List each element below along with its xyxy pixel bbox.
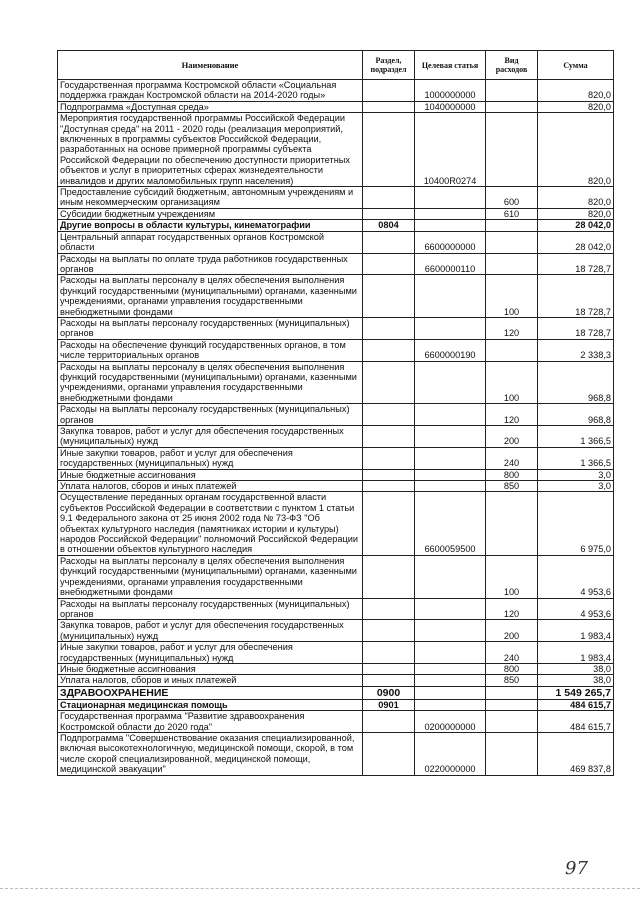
cell-section <box>363 361 415 404</box>
cell-name: Расходы на выплаты по оплате труда работников государственных органов <box>58 253 363 275</box>
cell-name: Другие вопросы в области культуры, кинематографии <box>58 220 363 231</box>
cell-name: Расходы на выплаты персоналу государственных (муниципальных) органов <box>58 317 363 339</box>
cell-name: Уплата налогов, сборов и иных платежей <box>58 675 363 686</box>
scan-edge-line <box>0 888 640 889</box>
cell-name: Расходы на выплаты персоналу в целях обеспечения выполнения функций государственными (муниципальными) органами, казенными учреждениями, органами управления государственными внебюджетными фондами <box>58 275 363 318</box>
cell-type <box>486 492 538 555</box>
cell-name: Расходы на выплаты персоналу в целях обеспечения выполнения функций государственными (муниципальными) органами, казенными учреждениями, органами управления государственными внебюджетными фондами <box>58 555 363 598</box>
cell-article <box>415 481 486 492</box>
cell-type: 850 <box>486 481 538 492</box>
table-row <box>58 113 614 187</box>
cell-article: 10400R0274 <box>415 113 486 187</box>
budget-table <box>57 50 614 776</box>
cell-section <box>363 732 415 775</box>
cell-section <box>363 317 415 339</box>
cell-section <box>363 492 415 555</box>
table-row <box>58 231 614 253</box>
cell-article <box>415 663 486 674</box>
cell-sum: 1 983,4 <box>538 620 614 642</box>
cell-sum: 1 983,4 <box>538 642 614 664</box>
cell-article <box>415 620 486 642</box>
cell-type: 240 <box>486 447 538 469</box>
cell-article: 6600000110 <box>415 253 486 275</box>
cell-article <box>415 447 486 469</box>
cell-type <box>486 231 538 253</box>
cell-name: ЗДРАВООХРАНЕНИЕ <box>58 686 363 699</box>
cell-type: 120 <box>486 598 538 620</box>
cell-section: 0901 <box>363 699 415 710</box>
cell-name: Государственная программа Костромской области «Социальная поддержка граждан Костромской области на 2014-2020 годы» <box>58 80 363 102</box>
cell-type <box>486 101 538 112</box>
cell-article <box>415 686 486 699</box>
cell-name: Расходы на выплаты персоналу государственных (муниципальных) органов <box>58 598 363 620</box>
table-row <box>58 469 614 480</box>
cell-type <box>486 339 538 361</box>
cell-type <box>486 711 538 733</box>
table-header-row <box>58 51 614 80</box>
table-row <box>58 481 614 492</box>
table-row <box>58 404 614 426</box>
cell-sum: 18 728,7 <box>538 253 614 275</box>
cell-sum: 968,8 <box>538 404 614 426</box>
header-section: Раздел, подраздел <box>363 51 415 80</box>
cell-sum: 3,0 <box>538 481 614 492</box>
table-row <box>58 101 614 112</box>
cell-sum: 968,8 <box>538 361 614 404</box>
cell-article <box>415 598 486 620</box>
cell-type: 610 <box>486 208 538 219</box>
cell-sum: 4 953,6 <box>538 555 614 598</box>
cell-section <box>363 598 415 620</box>
cell-article <box>415 317 486 339</box>
table-row <box>58 275 614 318</box>
cell-sum: 6 975,0 <box>538 492 614 555</box>
cell-sum: 18 728,7 <box>538 275 614 318</box>
cell-section <box>363 80 415 102</box>
cell-name: Предоставление субсидий бюджетным, автономным учреждениям и иным некоммерческим организациям <box>58 187 363 209</box>
table-row <box>58 711 614 733</box>
cell-name: Подпрограмма "Совершенствование оказания специализированной, включая высокотехнологичную, медицинской помощи, скорой, в том числе скорой специализированной, медицинской помощи, медицинской эвакуации" <box>58 732 363 775</box>
cell-article <box>415 404 486 426</box>
cell-type: 200 <box>486 620 538 642</box>
cell-sum: 820,0 <box>538 113 614 187</box>
cell-name: Осуществление переданных органам государственной власти субъектов Российской Федерации в соответствии с пунктом 1 статьи 9.1 Федерального закона от 25 июня 2002 года № 73-ФЗ "Об объектах культурного наследия (памятниках истории и культуры) народов Российской Федерации" полномочий Российской Федерации в отношении объектов культурного наследия <box>58 492 363 555</box>
header-name: Наименование <box>58 51 363 80</box>
cell-section <box>363 675 415 686</box>
cell-type <box>486 732 538 775</box>
budget-table-page <box>57 50 613 776</box>
cell-sum: 469 837,8 <box>538 732 614 775</box>
cell-type: 100 <box>486 361 538 404</box>
cell-sum: 18 728,7 <box>538 317 614 339</box>
cell-name: Государственная программа "Развитие здравоохранения Костромской области до 2020 года" <box>58 711 363 733</box>
table-row <box>58 187 614 209</box>
cell-sum: 3,0 <box>538 469 614 480</box>
table-row <box>58 220 614 231</box>
cell-section <box>363 231 415 253</box>
cell-article <box>415 275 486 318</box>
cell-article: 0200000000 <box>415 711 486 733</box>
cell-article <box>415 187 486 209</box>
page-number-handwritten: 97 <box>565 858 588 879</box>
cell-section <box>363 101 415 112</box>
table-row <box>58 208 614 219</box>
table-row <box>58 447 614 469</box>
cell-type: 200 <box>486 426 538 448</box>
header-article: Целевая статья <box>415 51 486 80</box>
cell-name: Субсидии бюджетным учреждениям <box>58 208 363 219</box>
table-row <box>58 555 614 598</box>
cell-article <box>415 699 486 710</box>
table-row <box>58 426 614 448</box>
cell-sum: 2 338,3 <box>538 339 614 361</box>
cell-name: Мероприятия государственной программы Российской Федерации "Доступная среда" на 2011 - 2020 годы (реализация мероприятий, включенных в программы субъектов Российской Федерации, разработанных на основе примерной программы субъекта Российской Федерации по обеспечению доступности приоритетных объектов и услуг в приоритетных сферах жизнедеятельности инвалидов и других маломобильных групп населения) <box>58 113 363 187</box>
cell-type: 600 <box>486 187 538 209</box>
cell-article: 6600000000 <box>415 231 486 253</box>
cell-section: 0900 <box>363 686 415 699</box>
cell-type: 240 <box>486 642 538 664</box>
cell-name: Иные бюджетные ассигнования <box>58 663 363 674</box>
table-row <box>58 80 614 102</box>
cell-type: 100 <box>486 555 538 598</box>
cell-section <box>363 339 415 361</box>
cell-name: Уплата налогов, сборов и иных платежей <box>58 481 363 492</box>
table-body <box>58 80 614 776</box>
cell-article <box>415 675 486 686</box>
cell-section <box>363 663 415 674</box>
cell-section <box>363 404 415 426</box>
cell-article <box>415 361 486 404</box>
cell-article: 6600000190 <box>415 339 486 361</box>
cell-name: Закупка товаров, работ и услуг для обеспечения государственных (муниципальных) нужд <box>58 620 363 642</box>
cell-name: Иные бюджетные ассигнования <box>58 469 363 480</box>
cell-article: 0220000000 <box>415 732 486 775</box>
cell-section <box>363 187 415 209</box>
cell-name: Иные закупки товаров, работ и услуг для обеспечения государственных (муниципальных) нужд <box>58 447 363 469</box>
cell-section <box>363 253 415 275</box>
cell-sum: 1 366,5 <box>538 426 614 448</box>
table-row <box>58 642 614 664</box>
table-row <box>58 361 614 404</box>
header-sum: Сумма <box>538 51 614 80</box>
table-row <box>58 317 614 339</box>
cell-article: 6600059500 <box>415 492 486 555</box>
cell-type: 800 <box>486 469 538 480</box>
cell-name: Стационарная медицинская помощь <box>58 699 363 710</box>
table-row <box>58 253 614 275</box>
cell-article: 1040000000 <box>415 101 486 112</box>
table-row <box>58 492 614 555</box>
cell-name: Подпрограмма «Доступная среда» <box>58 101 363 112</box>
cell-sum: 820,0 <box>538 187 614 209</box>
cell-type <box>486 220 538 231</box>
cell-sum: 484 615,7 <box>538 711 614 733</box>
cell-type: 850 <box>486 675 538 686</box>
cell-article <box>415 208 486 219</box>
table-row <box>58 620 614 642</box>
cell-article <box>415 555 486 598</box>
cell-article <box>415 469 486 480</box>
cell-sum: 38,0 <box>538 663 614 674</box>
cell-section <box>363 208 415 219</box>
cell-section <box>363 620 415 642</box>
cell-section <box>363 481 415 492</box>
header-type: Вид расходов <box>486 51 538 80</box>
table-row <box>58 732 614 775</box>
cell-name: Расходы на выплаты персоналу государственных (муниципальных) органов <box>58 404 363 426</box>
cell-type <box>486 686 538 699</box>
cell-type <box>486 113 538 187</box>
cell-name: Расходы на выплаты персоналу в целях обеспечения выполнения функций государственными (муниципальными) органами, казенными учреждениями, органами управления государственными внебюджетными фондами <box>58 361 363 404</box>
table-row <box>58 699 614 710</box>
cell-section <box>363 555 415 598</box>
cell-article: 1000000000 <box>415 80 486 102</box>
table-row <box>58 663 614 674</box>
table-row <box>58 686 614 699</box>
cell-sum: 1 549 265,7 <box>538 686 614 699</box>
cell-section <box>363 426 415 448</box>
cell-sum: 28 042,0 <box>538 220 614 231</box>
cell-name: Закупка товаров, работ и услуг для обеспечения государственных (муниципальных) нужд <box>58 426 363 448</box>
cell-sum: 1 366,5 <box>538 447 614 469</box>
cell-section <box>363 711 415 733</box>
cell-section <box>363 447 415 469</box>
cell-sum: 820,0 <box>538 208 614 219</box>
table-row <box>58 675 614 686</box>
table-row <box>58 598 614 620</box>
cell-article <box>415 426 486 448</box>
cell-sum: 484 615,7 <box>538 699 614 710</box>
cell-type <box>486 253 538 275</box>
cell-section: 0804 <box>363 220 415 231</box>
cell-section <box>363 469 415 480</box>
cell-article <box>415 220 486 231</box>
cell-name: Расходы на обеспечение функций государственных органов, в том числе территориальных органов <box>58 339 363 361</box>
cell-type: 100 <box>486 275 538 318</box>
cell-type: 120 <box>486 404 538 426</box>
cell-name: Центральный аппарат государственных органов Костромской области <box>58 231 363 253</box>
table-row <box>58 339 614 361</box>
cell-section <box>363 642 415 664</box>
cell-sum: 38,0 <box>538 675 614 686</box>
cell-type: 800 <box>486 663 538 674</box>
cell-sum: 820,0 <box>538 80 614 102</box>
cell-type: 120 <box>486 317 538 339</box>
cell-sum: 28 042,0 <box>538 231 614 253</box>
cell-name: Иные закупки товаров, работ и услуг для обеспечения государственных (муниципальных) нужд <box>58 642 363 664</box>
cell-section <box>363 275 415 318</box>
cell-article <box>415 642 486 664</box>
cell-type <box>486 80 538 102</box>
cell-sum: 4 953,6 <box>538 598 614 620</box>
cell-section <box>363 113 415 187</box>
cell-sum: 820,0 <box>538 101 614 112</box>
cell-type <box>486 699 538 710</box>
